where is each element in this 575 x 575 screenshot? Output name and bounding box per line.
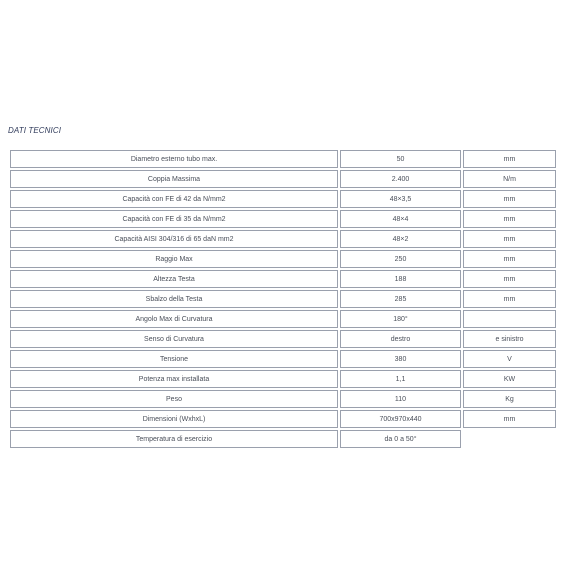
spec-label: Peso [10, 390, 338, 408]
spec-value: 285 [340, 290, 461, 308]
spec-value: 50 [340, 150, 461, 168]
spec-label: Coppia Massima [10, 170, 338, 188]
table-row [10, 370, 556, 388]
spec-value: 110 [340, 390, 461, 408]
spec-label: Diametro esterno tubo max. [10, 150, 338, 168]
spec-label: Temperatura di esercizio [10, 430, 338, 448]
spec-value: 700x970x440 [340, 410, 461, 428]
spec-label: Capacità con FE di 42 da N/mm2 [10, 190, 338, 208]
table-row [10, 290, 556, 308]
spec-unit: mm [463, 270, 556, 288]
spec-unit: mm [463, 150, 556, 168]
spec-unit: e sinistro [463, 330, 556, 348]
table-row [10, 250, 556, 268]
spec-value: da 0 a 50° [340, 430, 461, 448]
spec-value: 48×3,5 [340, 190, 461, 208]
spec-unit: mm [463, 230, 556, 248]
spec-unit [463, 310, 556, 328]
spec-value: 48×4 [340, 210, 461, 228]
spec-label: Tensione [10, 350, 338, 368]
spec-unit: KW [463, 370, 556, 388]
spec-unit-empty [463, 430, 556, 448]
spec-value: destro [340, 330, 461, 348]
table-row [10, 310, 556, 328]
spec-value: 180° [340, 310, 461, 328]
spec-label: Altezza Testa [10, 270, 338, 288]
spec-unit: mm [463, 210, 556, 228]
spec-label: Senso di Curvatura [10, 330, 338, 348]
spec-value: 188 [340, 270, 461, 288]
spec-label: Sbalzo della Testa [10, 290, 338, 308]
table-row [10, 410, 556, 428]
table-row [10, 230, 556, 248]
table-row [10, 170, 556, 188]
spec-label: Capacità con FE di 35 da N/mm2 [10, 210, 338, 228]
spec-value: 2.400 [340, 170, 461, 188]
table-row [10, 430, 556, 448]
spec-unit: N/m [463, 170, 556, 188]
spec-label: Dimensioni (WxhxL) [10, 410, 338, 428]
table-row [10, 210, 556, 228]
spec-unit: mm [463, 190, 556, 208]
spec-unit: mm [463, 410, 556, 428]
section-title: DATI TECNICI [8, 126, 62, 135]
table-row [10, 190, 556, 208]
spec-unit: mm [463, 290, 556, 308]
spec-value: 250 [340, 250, 461, 268]
table-row [10, 350, 556, 368]
spec-label: Potenza max installata [10, 370, 338, 388]
table-row [10, 270, 556, 288]
spec-label: Raggio Max [10, 250, 338, 268]
spec-label: Angolo Max di Curvatura [10, 310, 338, 328]
technical-data-body [10, 150, 556, 448]
spec-label: Capacità AISI 304/316 di 65 daN mm2 [10, 230, 338, 248]
spec-value: 48×2 [340, 230, 461, 248]
spec-value: 1,1 [340, 370, 461, 388]
spec-unit: V [463, 350, 556, 368]
table-row [10, 150, 556, 168]
spec-value: 380 [340, 350, 461, 368]
spec-unit: Kg [463, 390, 556, 408]
table-row [10, 390, 556, 408]
spec-unit: mm [463, 250, 556, 268]
table-row [10, 330, 556, 348]
technical-data-table [8, 148, 558, 450]
